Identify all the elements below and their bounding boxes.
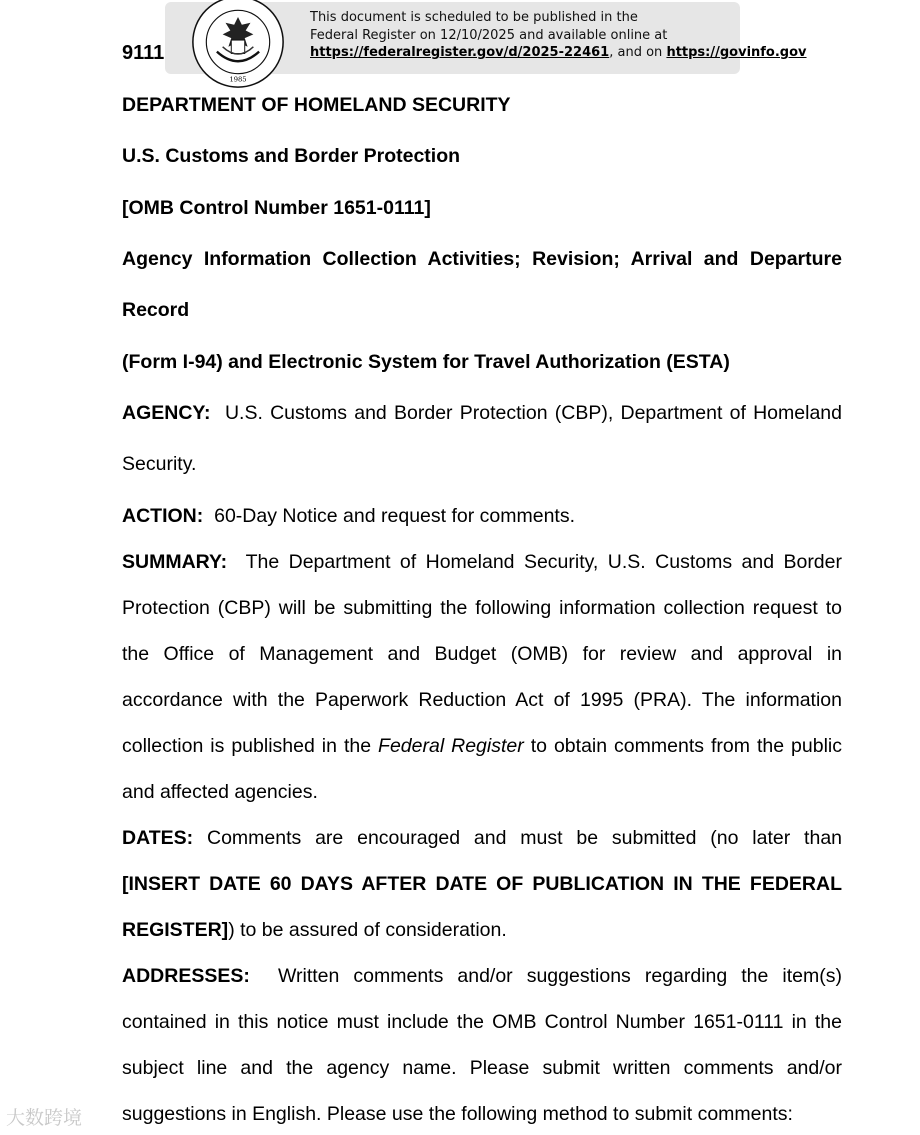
svg-text:1985: 1985 (229, 75, 247, 84)
dates-label: DATES: (122, 827, 194, 849)
summary-text-5a: collection is published in the (122, 735, 372, 757)
banner-line-2: Federal Register on 12/10/2025 and available online at (310, 27, 668, 43)
agency-line-1 (122, 402, 842, 424)
action-text: 60-Day Notice and request for comments. (214, 505, 576, 527)
addresses-line-2: contained in this notice must include the OMB Control Number 1651-0111 in the (122, 1011, 842, 1033)
addresses-line-4: suggestions in English. Please use the following method to submit comments: (122, 1103, 793, 1125)
banner-line-1: This document is scheduled to be published in the (310, 10, 638, 25)
addresses-label: ADDRESSES: (122, 965, 250, 987)
national-archives-seal-icon (190, 0, 286, 90)
govinfo-link[interactable]: https://govinfo.gov (666, 45, 807, 60)
summary-text-5b: to obtain comments from the public (530, 735, 842, 757)
summary-line-2: Protection (CBP) will be submitting the following information collection request to (122, 597, 842, 619)
watermark: 大数跨境 (6, 1107, 83, 1129)
agency-label: AGENCY: (122, 402, 211, 424)
document-number: 9111 (122, 42, 165, 64)
summary-line-5 (122, 735, 842, 757)
dates-line-3 (122, 919, 842, 941)
action-line (122, 505, 842, 527)
dates-line-2: [INSERT DATE 60 DAYS AFTER DATE OF PUBLICATION IN THE FEDERAL (122, 873, 842, 895)
banner-mid-text: , and on (609, 45, 663, 60)
addresses-line-1 (122, 965, 842, 987)
heading-title-line-2: Record (122, 299, 190, 321)
summary-text-1: The Department of Homeland Security, U.S. Customs and Border (245, 551, 842, 573)
heading-omb-number: [OMB Control Number 1651-0111] (122, 197, 431, 219)
heading-agency: U.S. Customs and Border Protection (122, 145, 461, 167)
federal-register-link[interactable]: https://federalregister.gov/d/2025-22461 (310, 45, 610, 60)
federal-register-italic: Federal Register (378, 735, 524, 757)
addresses-line-3: subject line and the agency name. Please submit written comments and/or (122, 1057, 842, 1079)
heading-title-line-3: (Form I-94) and Electronic System for Travel Authorization (ESTA) (122, 351, 730, 373)
action-label: ACTION: (122, 505, 204, 527)
dates-text-3-rest: ) to be assured of consideration. (228, 919, 507, 941)
summary-label: SUMMARY: (122, 551, 228, 573)
heading-title-line-1: Agency Information Collection Activities; Revision; Arrival and Departure (122, 248, 842, 270)
addresses-text-1: Written comments and/or suggestions regarding the item(s) (277, 965, 842, 987)
agency-text: U.S. Customs and Border Protection (CBP), Department of Homeland (224, 402, 842, 424)
dates-line-1 (122, 827, 842, 849)
dates-text-3-bold: REGISTER] (122, 919, 229, 941)
summary-line-4: accordance with the Paperwork Reduction Act of 1995 (PRA). The information (122, 689, 842, 711)
summary-line-3: the Office of Management and Budget (OMB) for review and approval in (122, 643, 842, 665)
banner-text (310, 9, 807, 62)
agency-line-2: Security. (122, 453, 197, 475)
summary-line-1 (122, 551, 842, 573)
summary-line-6: and affected agencies. (122, 781, 318, 803)
dates-text-1: Comments are encouraged and must be submitted (no later than (206, 827, 843, 849)
heading-department: DEPARTMENT OF HOMELAND SECURITY (122, 94, 511, 116)
